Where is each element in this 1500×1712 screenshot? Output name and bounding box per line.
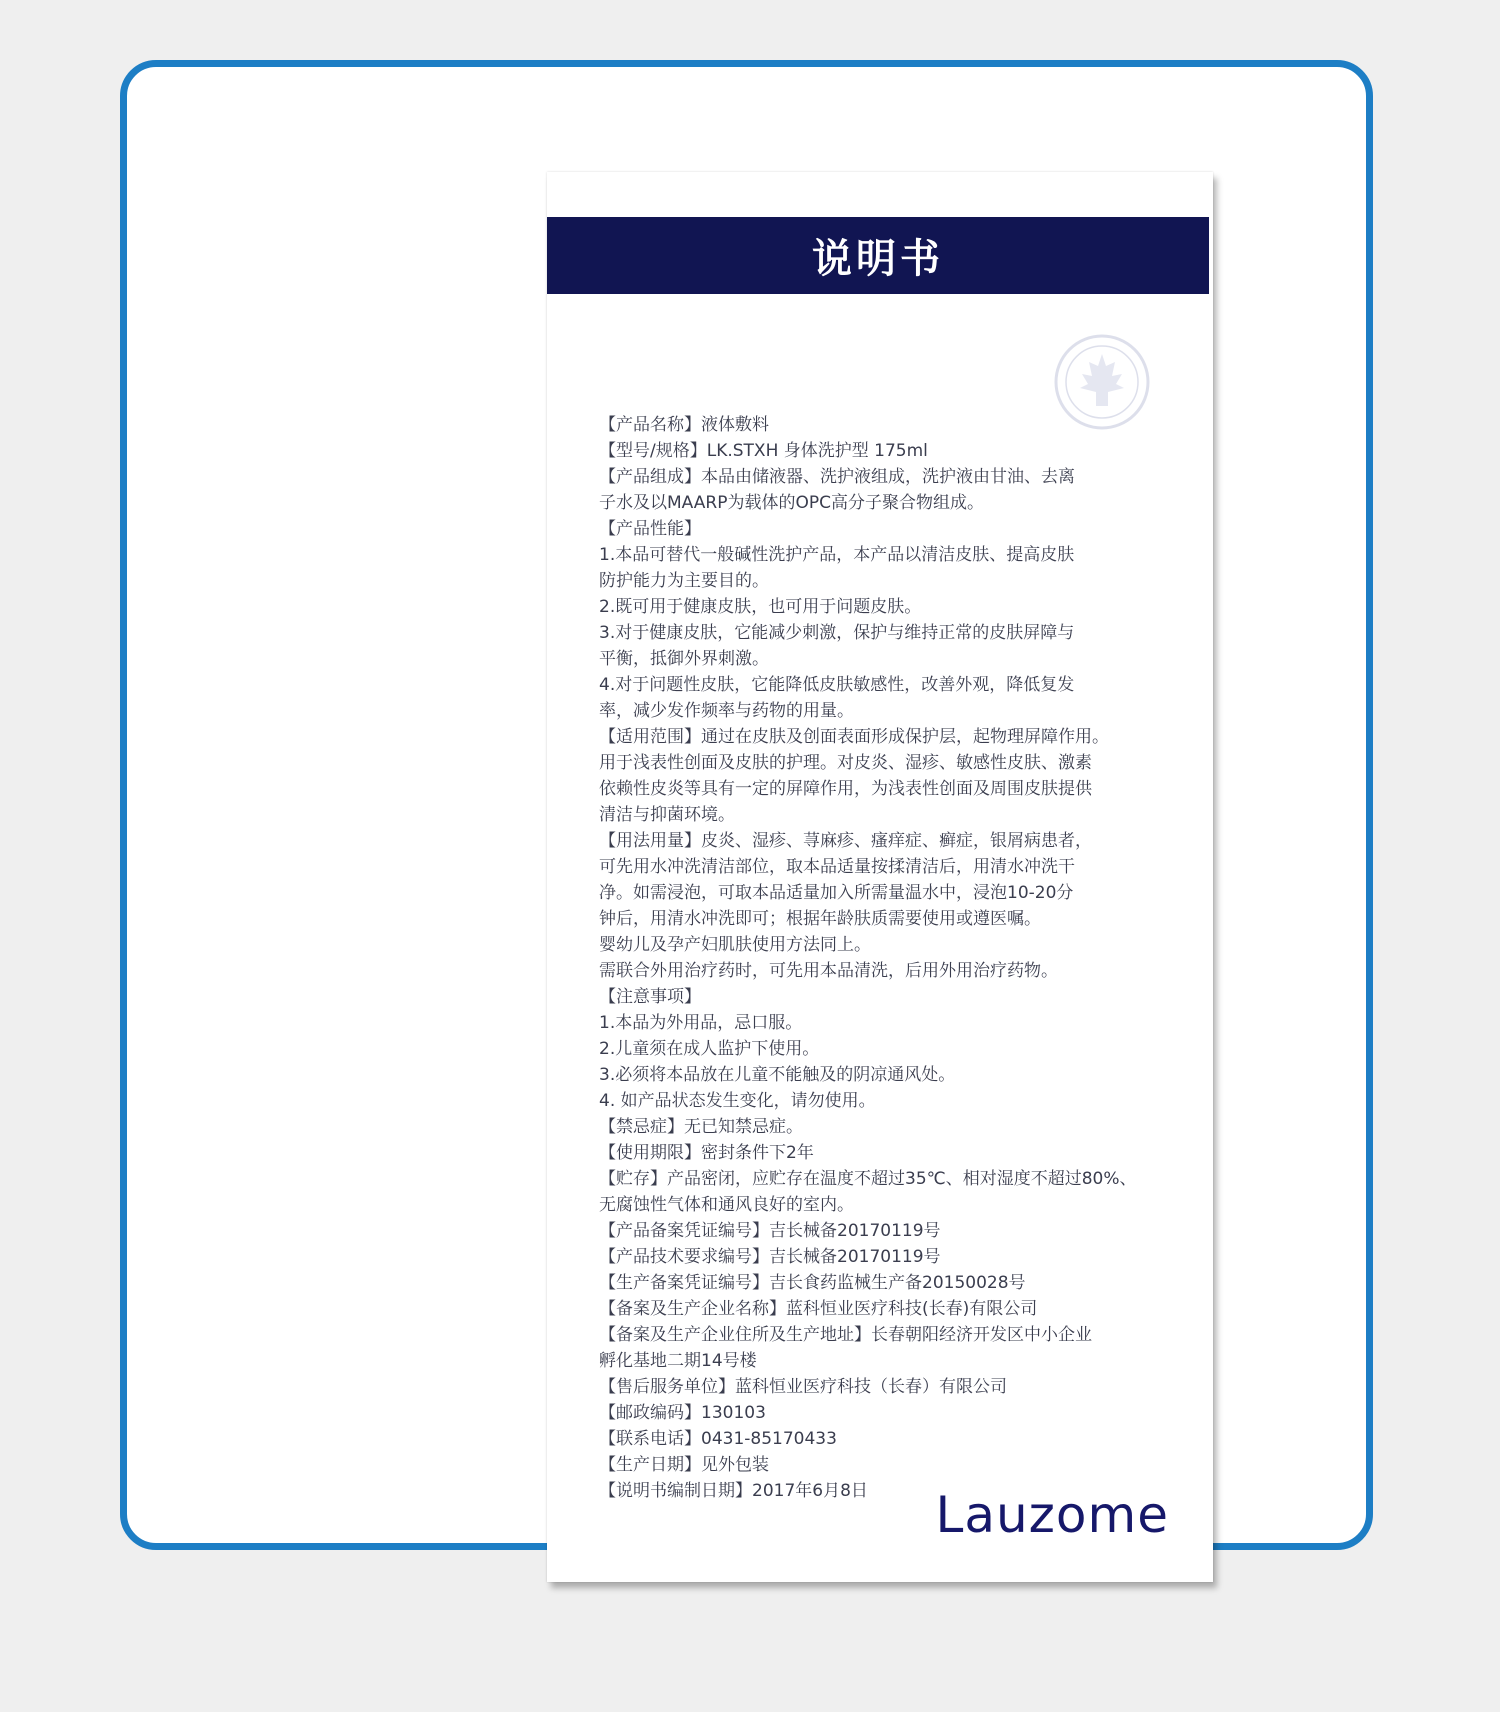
text-line: 【售后服务单位】蓝科恒业医疗科技（长春）有限公司	[599, 1377, 1007, 1397]
text-line: 【产品组成】本品由储液器、洗护液组成，洗护液由甘油、去离	[599, 467, 1075, 487]
instruction-leaflet	[547, 172, 1213, 1582]
text-line: 率，减少发作频率与药物的用量。	[599, 701, 854, 721]
text-line: 【备案及生产企业名称】蓝科恒业医疗科技(长春)有限公司	[599, 1299, 1038, 1319]
text-line: 3.对于健康皮肤，它能减少刺激，保护与维持正常的皮肤屏障与	[599, 623, 1075, 643]
text-line: 【产品备案凭证编号】吉长械备20170119号	[599, 1221, 941, 1241]
text-line: 4. 如产品状态发生变化，请勿使用。	[599, 1091, 876, 1111]
text-line: 【使用期限】密封条件下2年	[599, 1143, 814, 1163]
text-line: 【禁忌症】无已知禁忌症。	[599, 1117, 803, 1137]
text-line: 4.对于问题性皮肤，它能降低皮肤敏感性，改善外观，降低复发	[599, 675, 1075, 695]
text-line: 【联系电话】0431-85170433	[599, 1429, 837, 1449]
text-line: 婴幼儿及孕产妇肌肤使用方法同上。	[599, 935, 871, 955]
text-line: 【备案及生产企业住所及生产地址】长春朝阳经济开发区中小企业	[599, 1325, 1092, 1345]
text-line: 【用法用量】皮炎、湿疹、荨麻疹、瘙痒症、癣症，银屑病患者，	[599, 831, 1092, 851]
text-line: 【生产日期】见外包装	[599, 1455, 769, 1475]
text-line: 防护能力为主要目的。	[599, 571, 769, 591]
text-line: 【型号/规格】LK.STXH 身体洗护型 175ml	[599, 441, 928, 461]
brand-logo: Lauzome	[935, 1486, 1169, 1544]
text-line: 净。如需浸泡，可取本品适量加入所需量温水中，浸泡10-20分	[599, 883, 1074, 903]
leaflet-body	[599, 412, 1189, 1504]
text-line: 3.必须将本品放在儿童不能触及的阴凉通风处。	[599, 1065, 956, 1085]
text-line: 需联合外用治疗药时，可先用本品清洗，后用外用治疗药物。	[599, 961, 1058, 981]
text-line: 【说明书编制日期】2017年6月8日	[599, 1481, 868, 1501]
content-frame	[120, 60, 1373, 1550]
text-line: 【产品性能】	[599, 519, 701, 539]
text-line: 1.本品为外用品，忌口服。	[599, 1013, 803, 1033]
text-line: 1.本品可替代一般碱性洗护产品，本产品以清洁皮肤、提高皮肤	[599, 545, 1075, 565]
text-line: 孵化基地二期14号楼	[599, 1351, 757, 1371]
text-line: 2.儿童须在成人监护下使用。	[599, 1039, 820, 1059]
text-line: 【贮存】产品密闭，应贮存在温度不超过35℃、相对湿度不超过80%、	[599, 1169, 1137, 1189]
text-line: 【注意事项】	[599, 987, 701, 1007]
text-line: 子水及以MAARP为载体的OPC高分子聚合物组成。	[599, 493, 984, 513]
text-line: 【产品名称】液体敷料	[599, 415, 769, 435]
leaflet-title: 说明书	[812, 236, 944, 282]
text-line: 用于浅表性创面及皮肤的护理。对皮炎、湿疹、敏感性皮肤、激素	[599, 753, 1092, 773]
text-line: 清洁与抑菌环境。	[599, 805, 735, 825]
text-line: 依赖性皮炎等具有一定的屏障作用，为浅表性创面及周围皮肤提供	[599, 779, 1092, 799]
text-line: 可先用水冲洗清洁部位，取本品适量按揉清洁后，用清水冲洗干	[599, 857, 1075, 877]
text-line: 【生产备案凭证编号】吉长食药监械生产备20150028号	[599, 1273, 1026, 1293]
text-line: 钟后，用清水冲洗即可；根据年龄肤质需要使用或遵医嘱。	[599, 909, 1041, 929]
text-line: 【产品技术要求编号】吉长械备20170119号	[599, 1247, 941, 1267]
text-line: 【邮政编码】130103	[599, 1403, 766, 1423]
text-line: 无腐蚀性气体和通风良好的室内。	[599, 1195, 854, 1215]
text-line: 平衡，抵御外界刺激。	[599, 649, 769, 669]
text-line: 【适用范围】通过在皮肤及创面表面形成保护层，起物理屏障作用。	[599, 727, 1109, 747]
title-bar	[547, 217, 1209, 294]
text-line: 2.既可用于健康皮肤，也可用于问题皮肤。	[599, 597, 922, 617]
